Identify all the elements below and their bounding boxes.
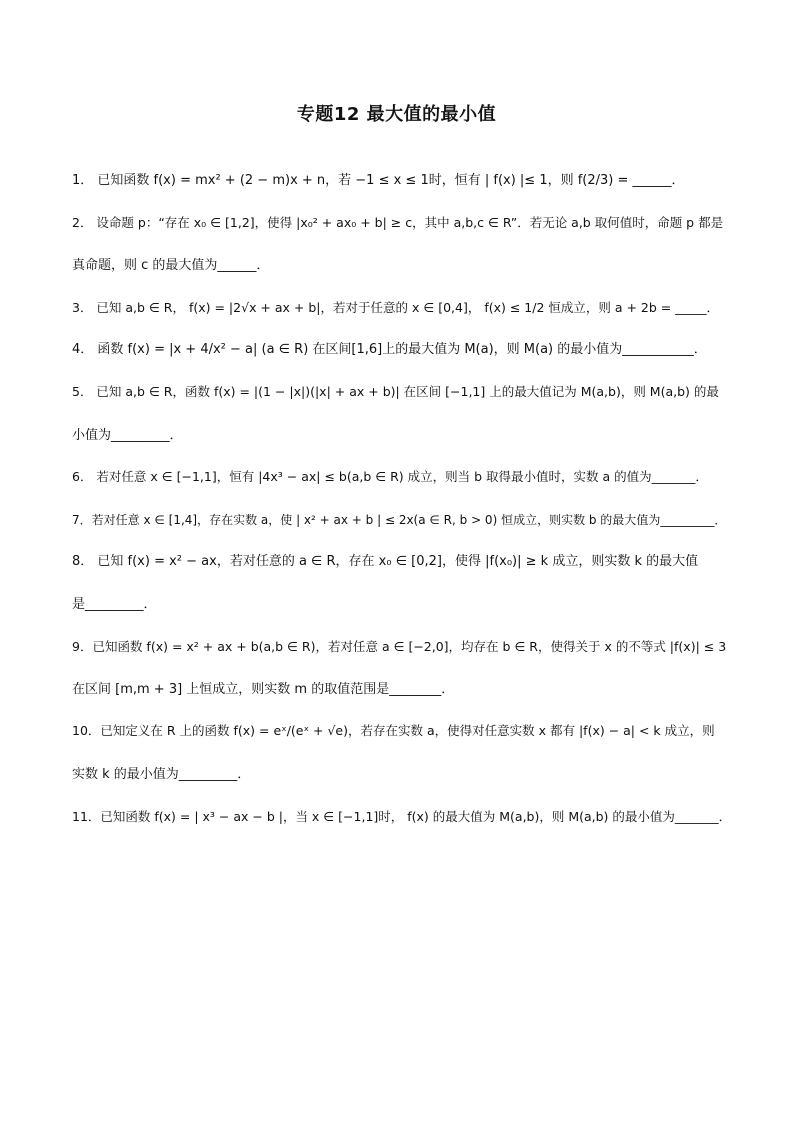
- problem-5: 5． 已知 a,b ∈ R，函数 f(x) = |(1 − |x|)(|x| + ax + b)| 在区间 [−1,1] 上的最大值记为 M(a,b)，则 M(a,b) 的最: [72, 384, 719, 399]
- problem-2-continued: 真命题，则 c 的最大值为______．: [72, 258, 270, 273]
- problem-10: 10．已知定义在 R 上的函数 f(x) = eˣ/(eˣ + √e)，若存在实数 a，使得对任意实数 x 都有 |f(x) − a| < k 成立，则: [72, 723, 715, 738]
- problem-11: 11．已知函数 f(x) = | x³ − ax − b |，当 x ∈ [−1,1]时， f(x) 的最大值为 M(a,b)，则 M(a,b) 的最小值为_______．: [72, 809, 732, 824]
- problem-8: 8． 已知 f(x) = x² − ax，若对任意的 a ∈ R，存在 x₀ ∈ [0,2]，使得 |f(x₀)| ≥ k 成立，则实数 k 的最大值: [72, 554, 699, 569]
- problem-4: 4． 函数 f(x) = |x + 4/x² − a| (a ∈ R) 在区间[1,6]上的最大值为 M(a)，则 M(a) 的最小值为___________．: [72, 342, 707, 357]
- problem-2: 2． 设命题 p：“存在 x₀ ∈ [1,2]，使得 |x₀² + ax₀ + b| ≥ c，其中 a,b,c ∈ R”．若无论 a,b 取何值时，命题 p 都是: [72, 215, 724, 230]
- problem-9-continued: 在区间 [m,m + 3] 上恒成立，则实数 m 的取值范围是________．: [72, 682, 455, 697]
- problem-3: 3． 已知 a,b ∈ R， f(x) = |2√x + ax + b|，若对于任意的 x ∈ [0,4]， f(x) ≤ 1/2 恒成立，则 a + 2b = _____．: [72, 300, 719, 315]
- problem-8-continued: 是_________．: [72, 597, 157, 612]
- problem-7: 7．若对任意 x ∈ [1,4]，存在实数 a，使 | x² + ax + b | ≤ 2x(a ∈ R, b > 0) 恒成立，则实数 b 的最大值为_________．: [72, 513, 727, 527]
- problem-9: 9．已知函数 f(x) = x² + ax + b(a,b ∈ R)，若对任意 a ∈ [−2,0]，均存在 b ∈ R，使得关于 x 的不等式 |f(x)| ≤ 3: [72, 639, 727, 654]
- problem-5-continued: 小值为_________．: [72, 428, 183, 443]
- problem-6: 6． 若对任意 x ∈ [−1,1]，恒有 |4x³ − ax| ≤ b(a,b ∈ R) 成立，则当 b 取得最小值时，实数 a 的值为_______．: [72, 469, 708, 484]
- problem-10-continued: 实数 k 的最小值为_________．: [72, 767, 251, 782]
- problem-1: 1． 已知函数 f(x) = mx² + (2 − m)x + n，若 −1 ≤ x ≤ 1时，恒有 | f(x) |≤ 1，则 f(2/3) = ______．: [72, 173, 685, 188]
- page-title: 专题12 最大值的最小值: [296, 104, 497, 125]
